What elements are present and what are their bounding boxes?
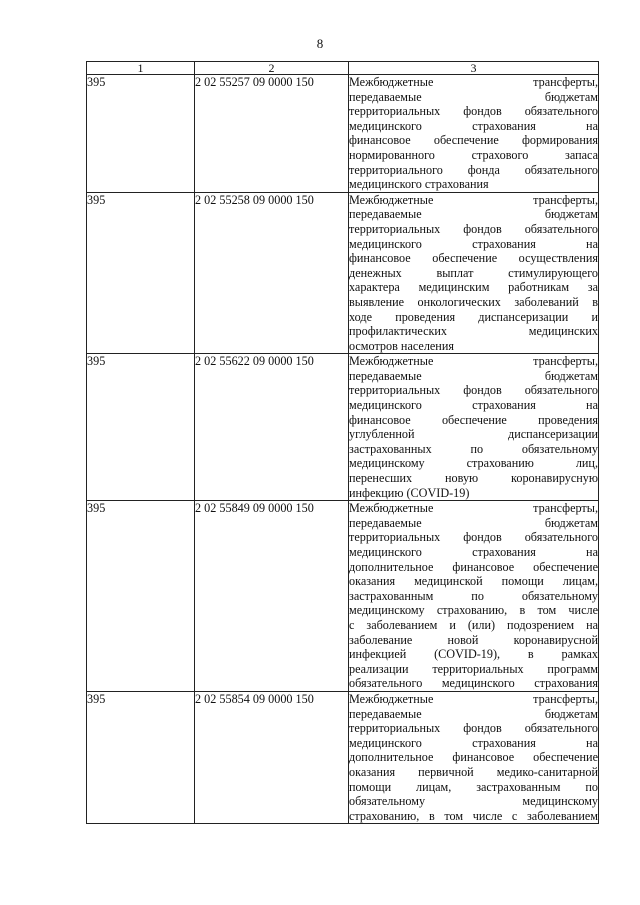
description-line: территориальных фондов обязательного	[349, 721, 598, 736]
budget-code-cell: 2 02 55622 09 0000 150	[195, 354, 349, 501]
table-body	[87, 75, 599, 824]
table-row	[87, 75, 599, 193]
budget-classification-table	[86, 61, 599, 824]
description-line: финансовое обеспечение формирования	[349, 133, 598, 148]
table-row	[87, 354, 599, 501]
description-line: территориальных фондов обязательного	[349, 383, 598, 398]
description-line: Межбюджетные трансферты,	[349, 75, 598, 89]
column-header-3: 3	[349, 62, 599, 75]
description-line: передаваемые бюджетам	[349, 89, 598, 104]
description-line: обязательному медицинскому	[349, 794, 598, 809]
description-cell	[349, 691, 599, 823]
description-line: с заболеванием и (или) подозрением на	[349, 617, 598, 632]
budget-code-cell: 2 02 55849 09 0000 150	[195, 501, 349, 692]
description-line: реализации территориальных программ	[349, 661, 598, 676]
description-line: передаваемые бюджетам	[349, 515, 598, 530]
description-line: дополнительное финансовое обеспечение	[349, 750, 598, 765]
description-line: медицинскому страхованию, в том числе	[349, 603, 598, 618]
description-line: застрахованным по обязательному	[349, 588, 598, 603]
budget-code-cell: 2 02 55854 09 0000 150	[195, 691, 349, 823]
table-row	[87, 192, 599, 354]
column-header-1: 1	[87, 62, 195, 75]
description-line: передаваемые бюджетам	[349, 706, 598, 721]
table-row	[87, 691, 599, 823]
description-line: Межбюджетные трансферты,	[349, 192, 598, 207]
description-line: ходе проведения диспансеризации и	[349, 309, 598, 324]
description-line: страхованию, в том числе с заболеванием	[349, 808, 598, 823]
budget-code-cell: 2 02 55257 09 0000 150	[195, 75, 349, 193]
description-line: помощи лицам, застрахованным по	[349, 779, 598, 794]
description-line: медицинского страхования	[349, 177, 489, 192]
description-line: передаваемые бюджетам	[349, 207, 598, 222]
description-line: выявление онкологических заболеваний в	[349, 294, 598, 309]
description-line: дополнительное финансовое обеспечение	[349, 559, 598, 574]
description-line: нормированного страхового запаса	[349, 147, 598, 162]
description-line: финансовое обеспечение осуществления	[349, 251, 598, 266]
admin-code-cell: 395	[87, 501, 195, 692]
description-line: углубленной диспансеризации	[349, 427, 598, 442]
description-line: инфекцией (COVID-19), в рамках	[349, 647, 598, 662]
admin-code-cell: 395	[87, 75, 195, 193]
admin-code-cell: 395	[87, 691, 195, 823]
description-line: территориальных фондов обязательного	[349, 104, 598, 119]
description-line: медицинского страхования на	[349, 398, 598, 413]
description-line: территориальных фондов обязательного	[349, 221, 598, 236]
description-line: инфекцию (COVID-19)	[349, 485, 470, 500]
description-line: осмотров населения	[349, 338, 454, 353]
description-line: передаваемые бюджетам	[349, 368, 598, 383]
admin-code-cell: 395	[87, 192, 195, 354]
table-header-row	[87, 62, 599, 75]
description-cell	[349, 75, 599, 193]
description-cell	[349, 192, 599, 354]
description-line: Межбюджетные трансферты,	[349, 354, 598, 369]
description-line: территориальных фондов обязательного	[349, 530, 598, 545]
description-line: денежных выплат стимулирующего	[349, 265, 598, 280]
description-line: профилактических медицинских	[349, 324, 598, 339]
table-row	[87, 501, 599, 692]
description-cell	[349, 501, 599, 692]
description-line: обязательного медицинского страхования	[349, 676, 598, 691]
description-line: медицинского страхования на	[349, 545, 598, 559]
description-line: характера медицинским работникам за	[349, 280, 598, 295]
column-header-2: 2	[195, 62, 349, 75]
description-line: финансовое обеспечение проведения	[349, 412, 598, 427]
description-line: медицинского страхования на	[349, 236, 598, 251]
description-line: перенесших новую коронавирусную	[349, 471, 598, 486]
budget-code-cell: 2 02 55258 09 0000 150	[195, 192, 349, 354]
admin-code-cell: 395	[87, 354, 195, 501]
description-line: застрахованных по обязательному	[349, 441, 598, 456]
description-line: оказания первичной медико-санитарной	[349, 764, 598, 779]
page-number: 8	[316, 36, 324, 51]
description-line: Межбюджетные трансферты,	[349, 691, 598, 706]
description-cell	[349, 354, 599, 501]
description-line: оказания медицинской помощи лицам,	[349, 574, 598, 589]
description-line: медицинского страхования на	[349, 118, 598, 133]
description-line: медицинскому страхованию лиц,	[349, 456, 598, 471]
description-line: медицинского страхования на	[349, 735, 598, 750]
description-line: территориального фонда обязательного	[349, 162, 598, 177]
description-line: Межбюджетные трансферты,	[349, 501, 598, 516]
description-line: заболевание новой коронавирусной	[349, 632, 598, 647]
